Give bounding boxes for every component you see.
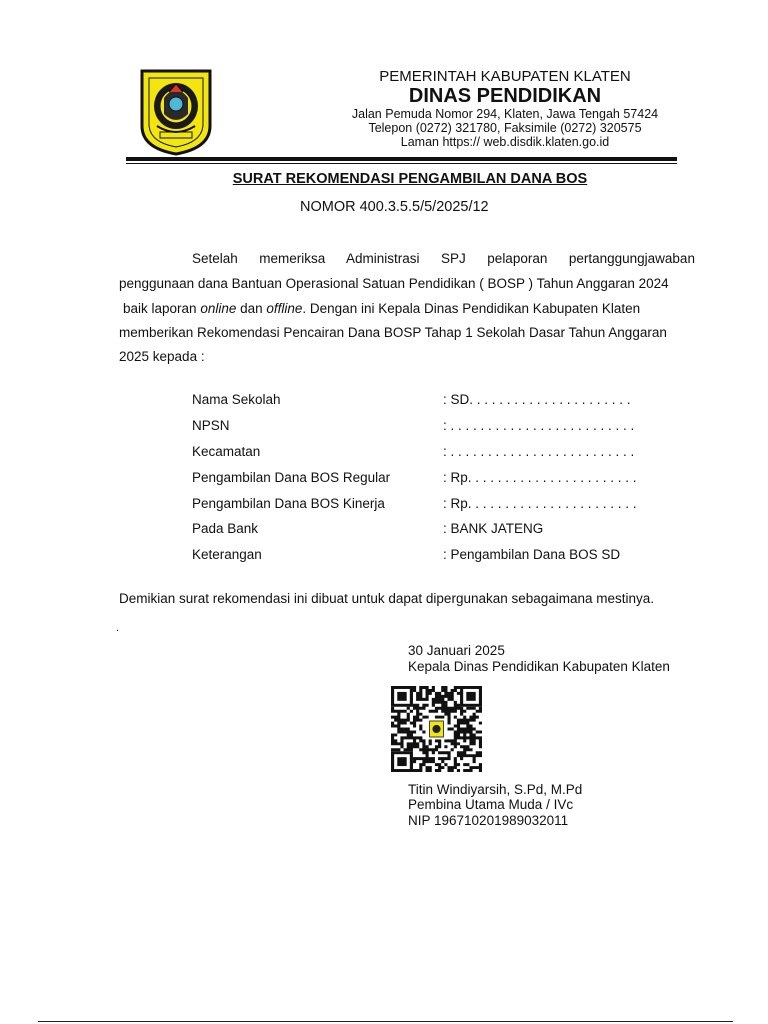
letterhead-address: Jalan Pemuda Nomor 294, Klaten, Jawa Tengah 57424 (351, 107, 659, 121)
body-word: pelaporan (487, 251, 548, 266)
body-line-3 (123, 301, 640, 316)
detail-value: : . . . . . . . . . . . . . . . . . . . . . . . . . (443, 418, 635, 433)
detail-value: : . . . . . . . . . . . . . . . . . . . . . . . . . (443, 444, 635, 459)
detail-label: Keterangan (192, 547, 262, 562)
body-text-italic: offline (266, 301, 303, 316)
letter-title: SURAT REKOMENDASI PENGAMBILAN DANA BOS (232, 171, 588, 187)
stray-mark: . (116, 622, 120, 634)
qr-code-signature (391, 686, 482, 772)
body-text-italic: online (200, 301, 237, 316)
letterhead-rule-thick (126, 157, 677, 161)
signatory-rank: Pembina Utama Muda / IVc (408, 797, 574, 812)
body-line-1 (192, 251, 695, 266)
letterhead-government: PEMERINTAH KABUPATEN KLATEN (379, 68, 631, 85)
signatory-name: Titin Windiyarsih, S.Pd, M.Pd (408, 782, 583, 797)
body-word: pertanggungjawaban (568, 251, 695, 266)
letterhead-phone: Telepon (0272) 321780, Faksimile (0272) 320575 (368, 121, 642, 135)
detail-value: : SD. . . . . . . . . . . . . . . . . . . . . . (443, 392, 631, 407)
detail-label: NPSN (192, 418, 230, 433)
body-line-2: penggunaan dana Bantuan Operasional Satuan Pendidikan ( BOSP ) Tahun Anggaran 2024 (119, 276, 669, 291)
detail-value: : BANK JATENG (443, 521, 544, 536)
detail-label: Pengambilan Dana BOS Kinerja (192, 496, 385, 511)
detail-label: Pengambilan Dana BOS Regular (192, 470, 391, 485)
detail-label: Kecamatan (192, 444, 261, 459)
body-word: Setelah (192, 251, 238, 266)
body-word: SPJ (441, 251, 466, 266)
body-line-5: 2025 kepada : (119, 349, 205, 364)
letterhead-rule-thin (126, 163, 677, 164)
klaten-regency-emblem (139, 68, 213, 156)
body-text: baik laporan (123, 301, 201, 316)
signature-position: Kepala Dinas Pendidikan Kabupaten Klaten (408, 659, 670, 674)
detail-label: Pada Bank (192, 521, 259, 536)
letter-number: NOMOR 400.3.5.5/5/2025/12 (300, 199, 489, 215)
detail-label: Nama Sekolah (192, 392, 281, 407)
detail-value: : Pengambilan Dana BOS SD (443, 547, 621, 562)
body-text: dan (236, 301, 267, 316)
letterhead-website: Laman https:// web.disdik.klaten.go.id (400, 135, 610, 149)
body-word: memeriksa (259, 251, 326, 266)
signatory-nip: NIP 196710201989032011 (408, 813, 569, 828)
body-text: . Dengan ini Kepala Dinas Pendidikan Kabupaten Klaten (302, 301, 641, 316)
body-word: Administrasi (346, 251, 420, 266)
letterhead-department: DINAS PENDIDIKAN (408, 85, 602, 107)
detail-value: : Rp. . . . . . . . . . . . . . . . . . . . . . . (443, 470, 637, 485)
footer-rule (38, 1021, 733, 1022)
signature-date: 30 Januari 2025 (408, 643, 505, 658)
detail-value: : Rp. . . . . . . . . . . . . . . . . . . . . . . (443, 496, 637, 511)
closing-statement: Demikian surat rekomendasi ini dibuat untuk dapat dipergunakan sebagaimana mestinya. (119, 591, 655, 606)
body-line-4: memberikan Rekomendasi Pencairan Dana BOSP Tahap 1 Sekolah Dasar Tahun Anggaran (119, 325, 667, 340)
